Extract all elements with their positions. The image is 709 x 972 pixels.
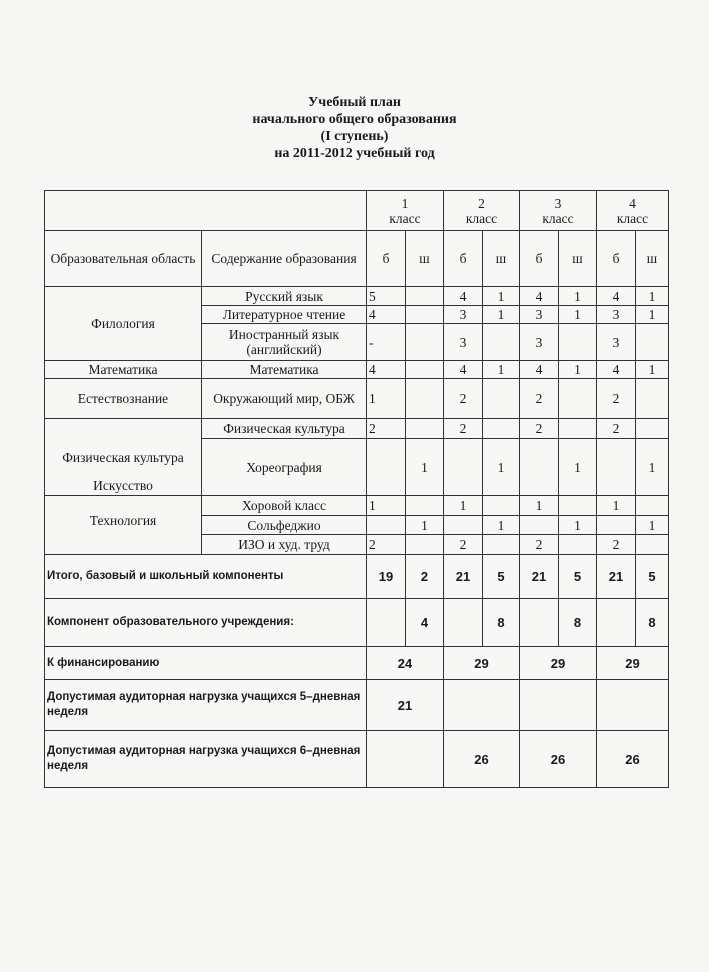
b-header: б xyxy=(520,231,559,287)
value-cell: 2 xyxy=(367,419,406,439)
grade-2-header: 2 класс xyxy=(444,191,520,231)
value-cell xyxy=(520,516,559,535)
value-cell: 1 xyxy=(559,306,597,324)
value-cell: 2 xyxy=(367,535,406,555)
value-cell xyxy=(597,516,636,535)
value-cell: 1 xyxy=(483,287,520,306)
total-cell: 8 xyxy=(636,599,669,647)
table-row xyxy=(45,361,669,379)
title-line-4: на 2011-2012 учебный год xyxy=(274,146,435,161)
value-cell xyxy=(559,496,597,516)
value-cell xyxy=(559,535,597,555)
value-cell: 1 xyxy=(367,496,406,516)
curriculum-table xyxy=(44,190,669,788)
value-cell xyxy=(406,379,444,419)
value-cell xyxy=(367,516,406,535)
value-cell: 2 xyxy=(597,419,636,439)
value-cell xyxy=(597,439,636,496)
value-cell: 1 xyxy=(406,516,444,535)
finance-cell: 24 xyxy=(367,647,444,680)
subject-cell: Сольфеджио xyxy=(202,516,367,535)
value-cell xyxy=(636,379,669,419)
value-cell xyxy=(406,496,444,516)
value-cell: 3 xyxy=(444,306,483,324)
area-tech: Технология xyxy=(89,513,157,528)
value-cell xyxy=(406,324,444,361)
value-cell: 1 xyxy=(483,306,520,324)
finance-cell: 29 xyxy=(444,647,520,680)
value-cell: 3 xyxy=(520,324,559,361)
area-header: Образовательная область xyxy=(45,231,202,287)
table-row xyxy=(45,496,669,516)
table-row xyxy=(45,419,669,439)
area-pe: Физическая культура xyxy=(45,419,202,496)
subject-cell: Литературное чтение xyxy=(202,306,367,324)
area-science: Естествознание xyxy=(45,379,202,419)
value-cell xyxy=(406,535,444,555)
value-cell: 3 xyxy=(444,324,483,361)
value-cell: 1 xyxy=(483,361,520,379)
subject-cell: Русский язык xyxy=(202,287,367,306)
document-title xyxy=(0,94,709,162)
finance-row xyxy=(45,647,669,680)
finance-cell: 29 xyxy=(597,647,669,680)
table-row xyxy=(45,379,669,419)
value-cell xyxy=(406,361,444,379)
area-art-tech xyxy=(45,478,202,555)
value-cell: 2 xyxy=(520,419,559,439)
value-cell xyxy=(483,324,520,361)
value-cell xyxy=(406,419,444,439)
empty-cell xyxy=(520,680,597,731)
load-6day-label: Допустимая аудиторная нагрузка учащихся 6–дневная неделя xyxy=(45,731,367,788)
corner-cell xyxy=(45,191,367,231)
total-base-label: Итого, базовый и школьный компоненты xyxy=(45,555,367,599)
value-cell xyxy=(636,496,669,516)
load-6day-cell: 26 xyxy=(597,731,669,788)
title-line-3: (I ступень) xyxy=(320,129,389,144)
empty-cell xyxy=(367,599,406,647)
empty-cell xyxy=(444,599,483,647)
subject-cell: Математика xyxy=(202,361,367,379)
sh-header: ш xyxy=(483,231,520,287)
value-cell: 2 xyxy=(444,419,483,439)
subject-cell: Окружающий мир, ОБЖ xyxy=(202,379,367,419)
value-cell xyxy=(444,439,483,496)
school-component-row xyxy=(45,599,669,647)
area-art: Искусство xyxy=(93,478,153,493)
subject-cell: ИЗО и худ. труд xyxy=(202,535,367,555)
value-cell xyxy=(636,419,669,439)
subject-cell: Хореография xyxy=(202,439,367,496)
value-cell: 1 xyxy=(636,306,669,324)
grade-1-header: 1 класс xyxy=(367,191,444,231)
grade-3-header: 3 класс xyxy=(520,191,597,231)
value-cell: 1 xyxy=(636,287,669,306)
value-cell xyxy=(483,496,520,516)
value-cell: 1 xyxy=(406,439,444,496)
b-header: б xyxy=(367,231,406,287)
load-6day-row xyxy=(45,731,669,788)
value-cell: 2 xyxy=(520,379,559,419)
value-cell: 1 xyxy=(636,439,669,496)
load-5day-row xyxy=(45,680,669,731)
value-cell xyxy=(367,439,406,496)
value-cell: 4 xyxy=(520,361,559,379)
total-cell: 19 xyxy=(367,555,406,599)
subject-cell: Физическая культура xyxy=(202,419,367,439)
subject-cell: Хоровой класс xyxy=(202,496,367,516)
load-5day-cell: 21 xyxy=(367,680,444,731)
total-cell: 4 xyxy=(406,599,444,647)
value-cell xyxy=(559,379,597,419)
total-cell: 8 xyxy=(483,599,520,647)
value-cell: 1 xyxy=(636,361,669,379)
value-cell: 1 xyxy=(636,516,669,535)
value-cell: 3 xyxy=(597,306,636,324)
value-cell: 1 xyxy=(559,287,597,306)
school-component-label: Компонент образовательного учреждения: xyxy=(45,599,367,647)
subject-cell: Иностранный язык (английский) xyxy=(202,324,367,361)
value-cell: 2 xyxy=(597,535,636,555)
load-6day-cell: 26 xyxy=(520,731,597,788)
value-cell xyxy=(406,306,444,324)
grade-4-header: 4 класс xyxy=(597,191,669,231)
empty-cell xyxy=(520,599,559,647)
value-cell xyxy=(636,324,669,361)
empty-cell xyxy=(367,731,444,788)
value-cell xyxy=(636,535,669,555)
empty-cell xyxy=(444,680,520,731)
value-cell: 4 xyxy=(367,306,406,324)
value-cell: 1 xyxy=(483,516,520,535)
value-cell: 4 xyxy=(520,287,559,306)
empty-cell xyxy=(597,599,636,647)
title-line-2: начального общего образования xyxy=(252,112,457,127)
grade-header-row xyxy=(45,191,669,231)
value-cell: 1 xyxy=(483,439,520,496)
value-cell: 4 xyxy=(444,287,483,306)
value-cell: 4 xyxy=(367,361,406,379)
title-line-1: Учебный план xyxy=(308,95,401,110)
value-cell xyxy=(483,535,520,555)
load-6day-cell: 26 xyxy=(444,731,520,788)
sh-header: ш xyxy=(636,231,669,287)
value-cell: 1 xyxy=(444,496,483,516)
value-cell: 4 xyxy=(597,287,636,306)
value-cell: 2 xyxy=(444,379,483,419)
total-cell: 21 xyxy=(520,555,559,599)
finance-cell: 29 xyxy=(520,647,597,680)
value-cell: 1 xyxy=(559,439,597,496)
value-cell: 2 xyxy=(520,535,559,555)
total-cell: 21 xyxy=(444,555,483,599)
value-cell: 4 xyxy=(444,361,483,379)
content-header: Содержание образования xyxy=(202,231,367,287)
total-cell: 5 xyxy=(636,555,669,599)
value-cell: 3 xyxy=(520,306,559,324)
total-cell: 2 xyxy=(406,555,444,599)
sh-header: ш xyxy=(559,231,597,287)
value-cell: 2 xyxy=(597,379,636,419)
b-header: б xyxy=(597,231,636,287)
sh-header: ш xyxy=(406,231,444,287)
value-cell: - xyxy=(367,324,406,361)
value-cell: 4 xyxy=(597,361,636,379)
value-cell: 5 xyxy=(367,287,406,306)
total-cell: 8 xyxy=(559,599,597,647)
value-cell: 1 xyxy=(559,516,597,535)
value-cell: 1 xyxy=(367,379,406,419)
value-cell: 3 xyxy=(597,324,636,361)
empty-cell xyxy=(597,680,669,731)
value-cell xyxy=(559,324,597,361)
value-cell: 1 xyxy=(597,496,636,516)
total-cell: 5 xyxy=(559,555,597,599)
value-cell xyxy=(483,419,520,439)
area-math: Математика xyxy=(45,361,202,379)
b-header: б xyxy=(444,231,483,287)
value-cell: 1 xyxy=(559,361,597,379)
total-cell: 5 xyxy=(483,555,520,599)
value-cell: 1 xyxy=(520,496,559,516)
area-philology: Филология xyxy=(45,287,202,361)
value-cell xyxy=(406,287,444,306)
total-base-row xyxy=(45,555,669,599)
value-cell xyxy=(444,516,483,535)
value-cell xyxy=(559,419,597,439)
column-header-row xyxy=(45,231,669,287)
total-cell: 21 xyxy=(597,555,636,599)
finance-label: К финансированию xyxy=(45,647,367,680)
value-cell: 2 xyxy=(444,535,483,555)
load-5day-label: Допустимая аудиторная нагрузка учащихся 5–дневная неделя xyxy=(45,680,367,731)
table-row xyxy=(45,287,669,306)
value-cell xyxy=(483,379,520,419)
value-cell xyxy=(520,439,559,496)
